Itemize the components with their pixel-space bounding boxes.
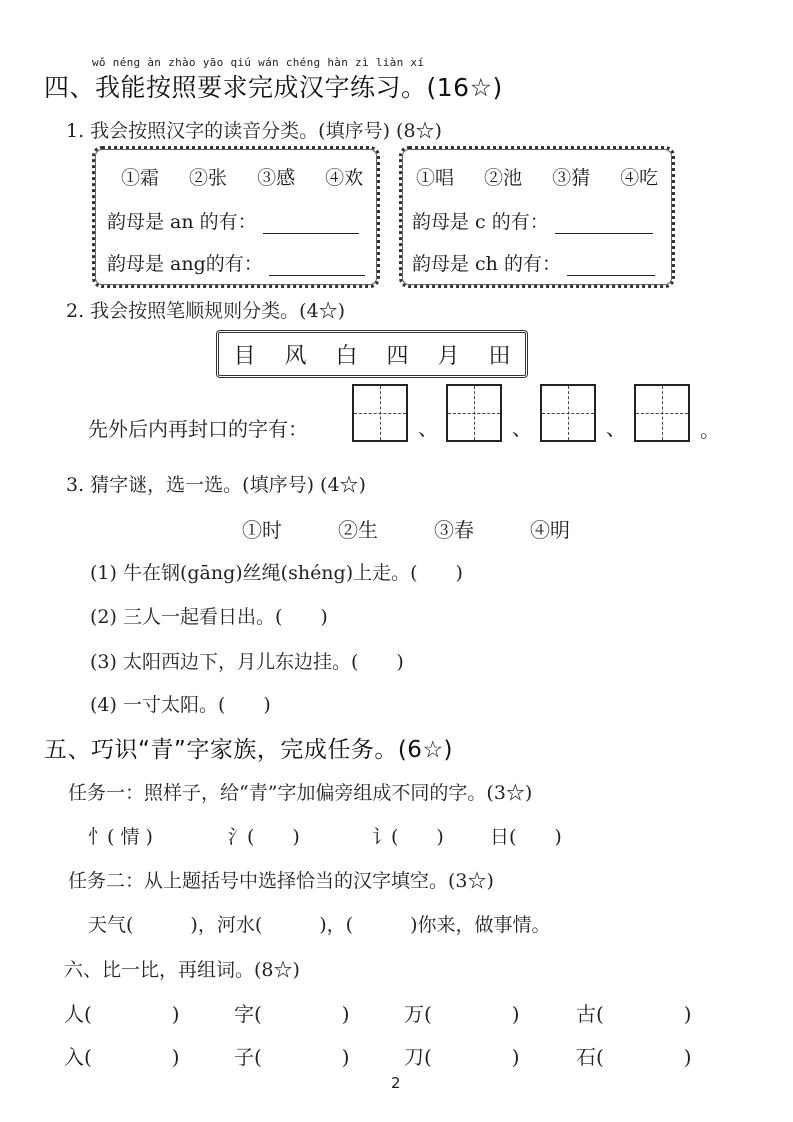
stroke-order-prompt: 先外后内再封口的字有： (88, 417, 308, 441)
options-right (416, 163, 682, 190)
compare-row-1 (64, 998, 692, 1027)
question-2-title: 2. 我会按照笔顺规则分类。(4☆) (66, 300, 346, 322)
option: ④明 (530, 518, 570, 542)
option: ②生 (338, 518, 378, 542)
compare-item: 子( ) (234, 1045, 350, 1069)
options-left (121, 163, 387, 190)
separator: 、 (418, 416, 438, 440)
option: ②池 (484, 167, 523, 189)
tianzige-box-2[interactable] (446, 384, 502, 442)
separator: 、 (606, 416, 626, 440)
task-2-sentence: 天气( )，河水( )，( )你来，做事情。 (88, 914, 551, 936)
answer-blank-c[interactable] (555, 215, 653, 234)
char: 风 (284, 343, 307, 369)
answer-row-ang: 韵母是 ang的有： (107, 249, 365, 276)
radical-item: 讠( ) (372, 826, 444, 848)
option: ②张 (189, 167, 228, 189)
option: ①霜 (121, 167, 160, 189)
title-pinyin: wǒ néng àn zhào yāo qiú wán chéng hàn zì liàn xí (92, 56, 425, 69)
radical-item: 氵( ) (228, 826, 300, 848)
compare-item: 古( ) (576, 1002, 692, 1026)
answer-row-ch: 韵母是 ch 的有： (412, 249, 655, 276)
compare-item: 刀( ) (404, 1045, 520, 1069)
compare-item: 字( ) (234, 1002, 350, 1026)
compare-item: 人( ) (64, 1002, 180, 1026)
answer-blank-ch[interactable] (567, 257, 655, 276)
tianzige-box-1[interactable] (352, 384, 408, 442)
answer-blank-an[interactable] (263, 215, 359, 234)
pronunciation-box-left (92, 146, 380, 288)
option: ③春 (434, 518, 474, 542)
char: 田 (488, 343, 511, 369)
compare-item: 石( ) (576, 1045, 692, 1069)
riddle-item-3: (3) 太阳西边下，月儿东边挂。( ) (90, 651, 404, 673)
option: ④欢 (325, 167, 364, 189)
char: 月 (437, 343, 460, 369)
compare-item: 入( ) (64, 1045, 180, 1069)
stroke-order-chars-box (216, 330, 528, 378)
option: ④吃 (620, 167, 659, 189)
radical-item: 忄( 情 ) (88, 826, 153, 848)
section-5-title: 五、巧识“青”字家族，完成任务。(6☆) (44, 737, 454, 763)
answer-row-an: 韵母是 an 的有： (107, 207, 359, 234)
riddle-item-2: (2) 三人一起看日出。( ) (90, 606, 328, 628)
option: ①时 (242, 518, 282, 542)
section-4-title: 四、我能按照要求完成汉字练习。(16☆) (44, 73, 503, 102)
char: 四 (386, 343, 409, 369)
pronunciation-box-right (399, 146, 675, 288)
separator: 、 (512, 416, 532, 440)
end-mark: 。 (700, 418, 720, 442)
section-6-title: 六、比一比，再组词。(8☆) (64, 959, 300, 981)
radical-item: 日( ) (490, 826, 562, 848)
compare-item: 万( ) (404, 1002, 520, 1026)
tianzige-box-4[interactable] (634, 384, 690, 442)
task-1-items (88, 822, 562, 849)
task-1-title: 任务一：照样子，给“青”字加偏旁组成不同的字。(3☆) (68, 782, 533, 804)
compare-row-2 (64, 1041, 692, 1070)
answer-blank-ang[interactable] (269, 257, 365, 276)
tianzige-box-3[interactable] (540, 384, 596, 442)
question-3-title: 3. 猜字谜，选一选。(填序号) (4☆) (66, 474, 366, 496)
option: ①唱 (416, 167, 455, 189)
page-number: 2 (391, 1074, 401, 1092)
option: ③感 (257, 167, 296, 189)
riddle-options (242, 514, 570, 543)
question-1-title: 1. 我会按照汉字的读音分类。(填序号) (8☆) (66, 120, 442, 142)
task-2-title: 任务二：从上题括号中选择恰当的汉字填空。(3☆) (68, 870, 494, 892)
riddle-item-1: (1) 牛在钢(gāng)丝绳(shéng)上走。( ) (90, 562, 463, 584)
char: 目 (233, 343, 256, 369)
riddle-item-4: (4) 一寸太阳。( ) (90, 694, 271, 716)
char: 白 (335, 343, 358, 369)
option: ③猜 (552, 167, 591, 189)
answer-row-c: 韵母是 c 的有： (412, 207, 653, 234)
